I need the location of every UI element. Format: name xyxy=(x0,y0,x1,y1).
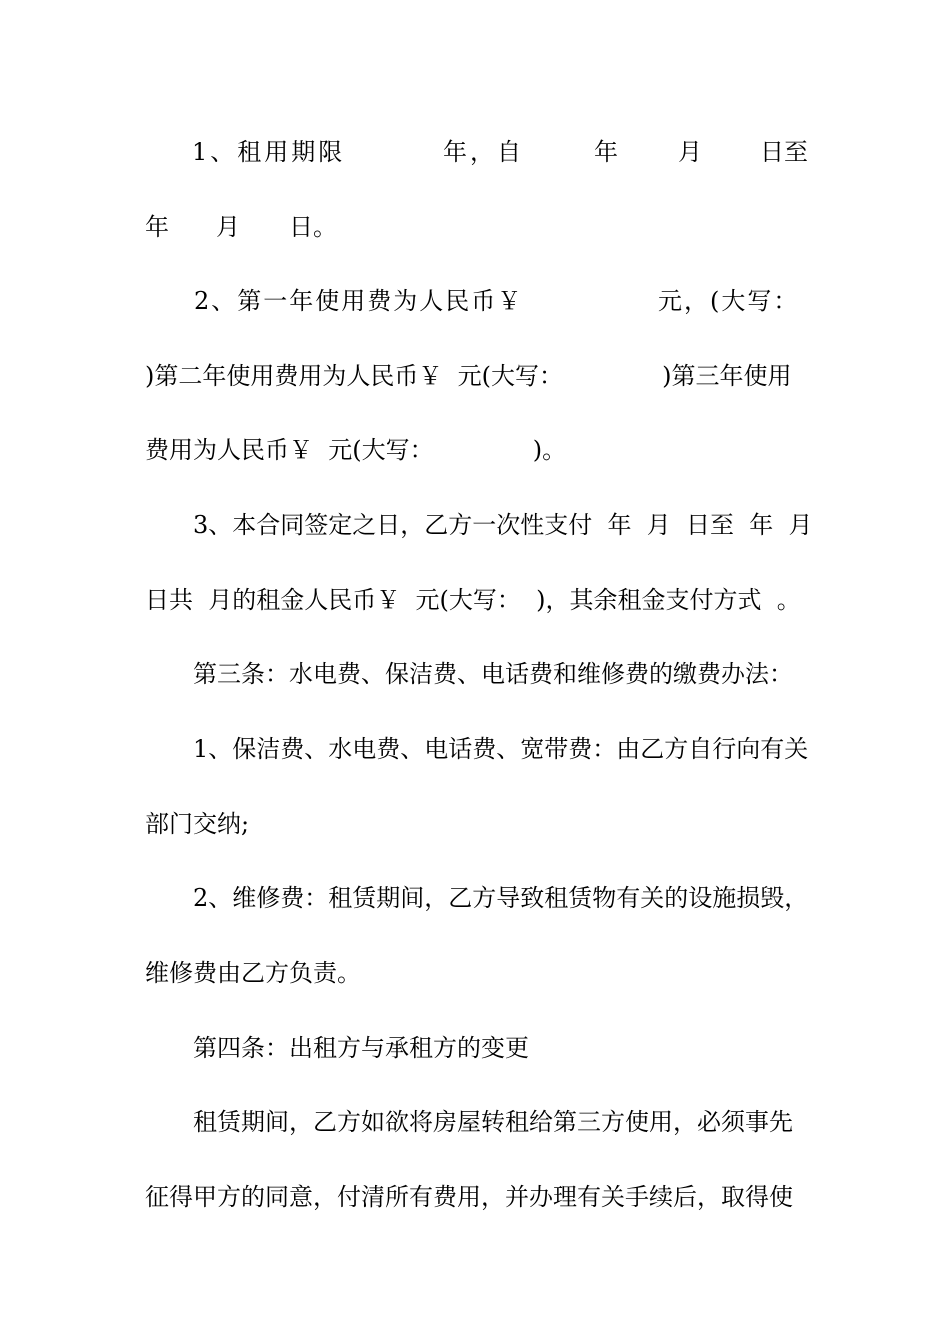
maintenance-clause-cont: 维修费由乙方负责。 xyxy=(145,959,361,987)
utilities-clause-cont: 部门交纳; xyxy=(145,810,250,838)
term-end-month: 月 xyxy=(216,213,240,241)
term-end-year: 年 xyxy=(145,213,169,241)
term-start-month: 月 xyxy=(678,138,702,166)
sublease-clause-cont: 征得甲方的同意，付清所有费用，并办理有关手续后，取得使 xyxy=(145,1183,793,1211)
payment-clause: 3、本合同签定之日，乙方一次性支付 年 月 日至 年 月 xyxy=(193,511,813,539)
second-third-year-fee: )第二年使用费用为人民币￥ 元(大写： )第三年使用 xyxy=(145,362,792,390)
sublease-clause: 租赁期间，乙方如欲将房屋转租给第三方使用，必须事先 xyxy=(193,1108,793,1136)
article-four-heading: 第四条：出租方与承租方的变更 xyxy=(193,1034,529,1062)
utilities-clause: 1、保洁费、水电费、电话费、宽带费：由乙方自行向有关 xyxy=(193,735,809,763)
term-end-day: 日。 xyxy=(289,213,337,241)
first-year-fee-uppercase: 元，(大写： xyxy=(658,287,800,315)
first-year-fee-label: 2、第一年使用费为人民币￥ xyxy=(194,287,524,315)
maintenance-clause: 2、维修费：租赁期间，乙方导致租赁物有关的设施损毁， xyxy=(193,884,809,912)
payment-clause-cont: 日共 月的租金人民币￥ 元(大写： )，其余租金支付方式 。 xyxy=(145,586,801,614)
third-year-fee-amount: 费用为人民币￥ 元(大写： )。 xyxy=(145,436,567,464)
term-year-from: 年，自 xyxy=(443,138,524,166)
term-start-day: 日至 xyxy=(760,138,808,166)
article-three-heading: 第三条：水电费、保洁费、电话费和维修费的缴费办法： xyxy=(193,660,793,688)
term-start-year: 年 xyxy=(594,138,618,166)
term-label: 1、租用期限 xyxy=(192,138,346,166)
